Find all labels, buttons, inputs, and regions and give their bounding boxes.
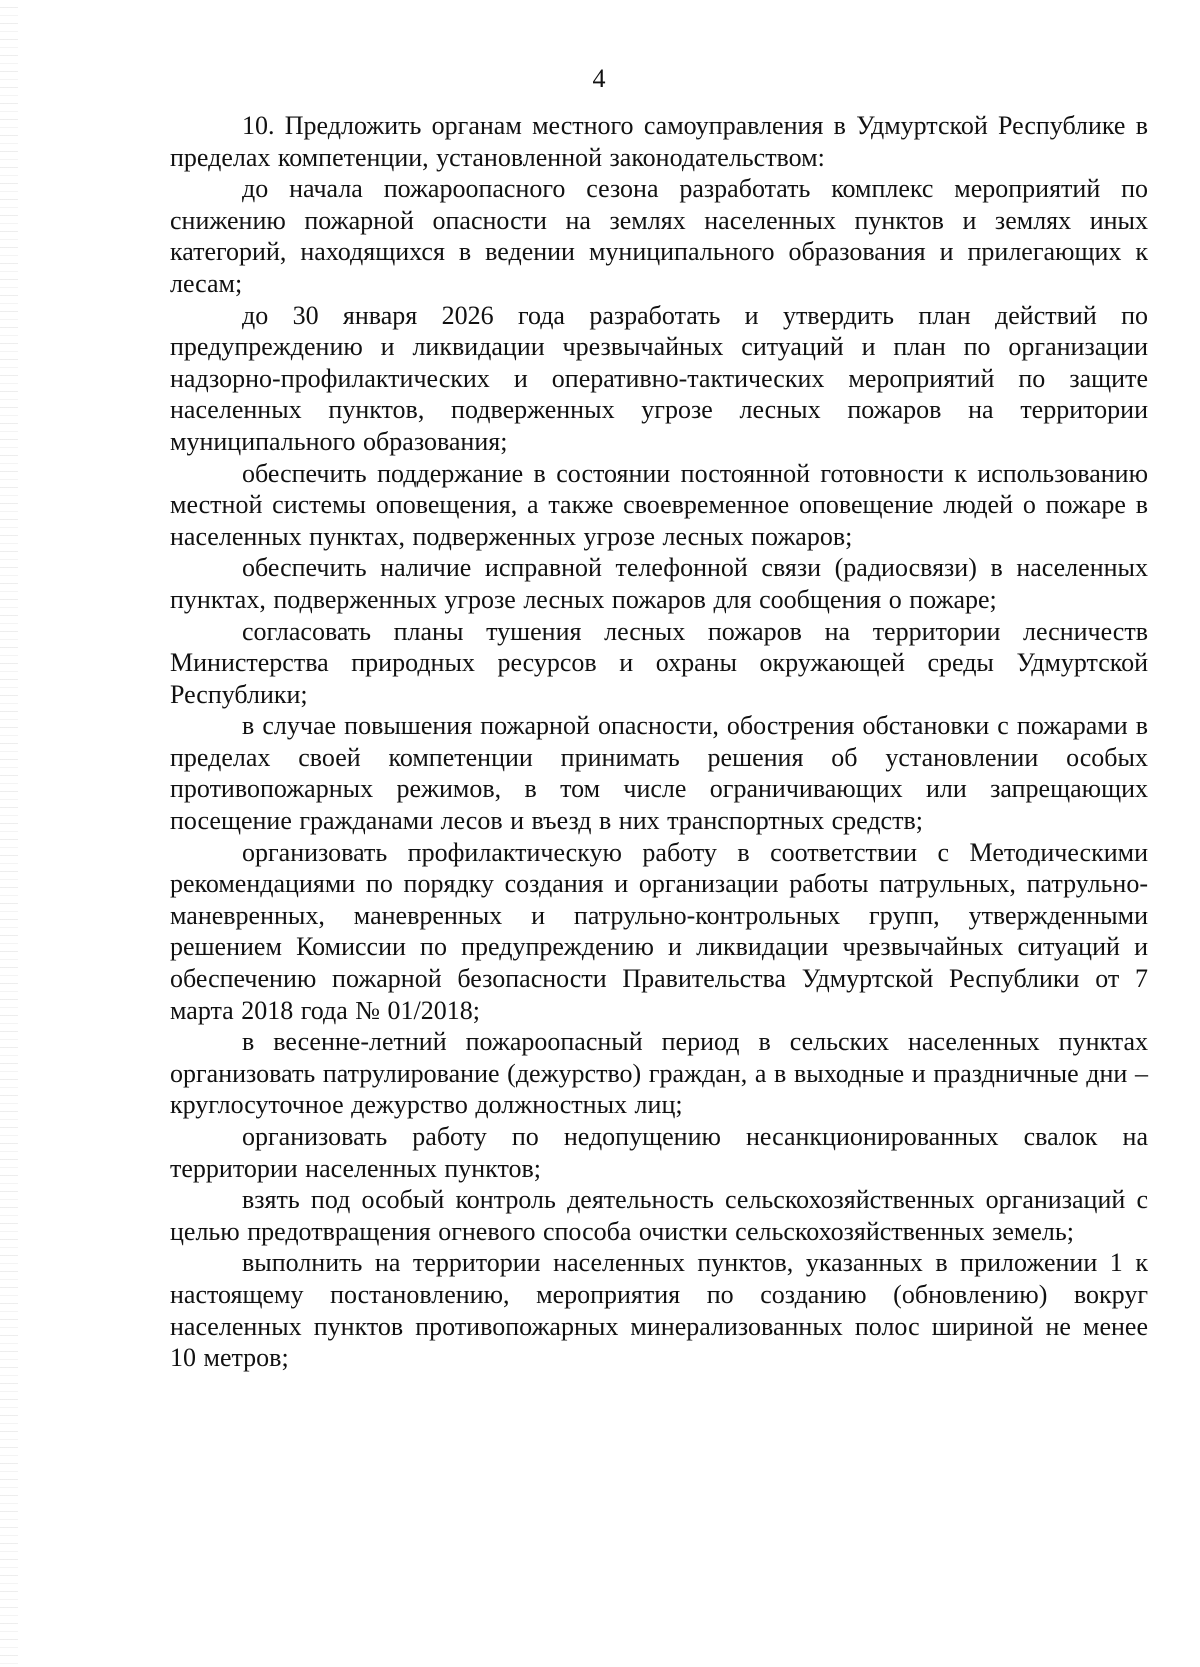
scan-edge [0,0,18,1667]
document-body [170,110,1148,1374]
paragraph-fire-season-measures: до начала пожароопасного сезона разработать комплекс мероприятий по снижению пожарной опасности на землях населенных пунктов и землях иных категорий, находящихся в ведении муниципального образования и прилегающих к лесам; [170,174,1148,298]
paragraph-mineralized-strips: выполнить на территории населенных пунктов, указанных в приложении 1 к настоящему постановлению, мероприятия по созданию (обновлению) вокруг населенных пунктов противопожарных минерализованных полос шириной не менее 10 метров; [170,1248,1148,1373]
paragraph-illegal-dumps: организовать работу по недопущению несанкционированных свалок на территории населенных пунктов; [170,1122,1148,1183]
paragraph-alert-system: обеспечить поддержание в состоянии постоянной готовности к использованию местной системы оповещения, а также своевременное оповещение людей о пожаре в населенных пунктах, подверженных угрозе лесных пожаров; [170,458,1148,551]
paragraph-special-fire-regimes: в случае повышения пожарной опасности, обострения обстановки с пожарами в пределах своей компетенции принимать решения об установлении особых противопожарных режимов, в том числе ограничивающих или запрещающих посещение гражданами лесов и въезд в них транспортных средств; [170,711,1148,836]
paragraph-telephone-communication: обеспечить наличие исправной телефонной связи (радиосвязи) в населенных пунктах, подверженных угрозе лесных пожаров для сообщения о пожаре; [170,553,1148,614]
paragraph-patrolling: в весенне-летний пожароопасный период в сельских населенных пунктах организовать патрулирование (дежурство) граждан, а в выходные и праздничные дни – круглосуточное дежурство должностных лиц; [170,1027,1148,1120]
paragraph-10-heading: 10. Предложить органам местного самоуправления в Удмуртской Республике в пределах компетенции, установленной законодательством: [170,111,1148,172]
paragraph-preventive-work: организовать профилактическую работу в соответствии с Методическими рекомендациями по порядку создания и организации работы патрульных, патрульно-маневренных, маневренных и патрульно-контрольных групп, утвержденными решением Комиссии по предупреждению и ликвидации чрезвычайных ситуаций и обеспечению пожарной безопасности Правительства Удмуртской Республики от 7 марта 2018 года № 01/2018; [170,837,1148,1025]
page-number: 4 [592,64,606,93]
paragraph-action-plan: до 30 января 2026 года разработать и утвердить план действий по предупреждению и ликвидации чрезвычайных ситуаций и план по организации надзорно-профилактических и оперативно-тактических мероприятий по защите населенных пунктов, подверженных угрозе лесных пожаров на территории муниципального образования; [170,300,1148,456]
paragraph-agricultural-control: взять под особый контроль деятельность сельскохозяйственных организаций с целью предотвращения огневого способа очистки сельскохозяйственных земель; [170,1185,1148,1246]
paragraph-firefighting-plans: согласовать планы тушения лесных пожаров на территории лесничеств Министерства природных ресурсов и охраны окружающей среды Удмуртской Республики; [170,616,1148,709]
